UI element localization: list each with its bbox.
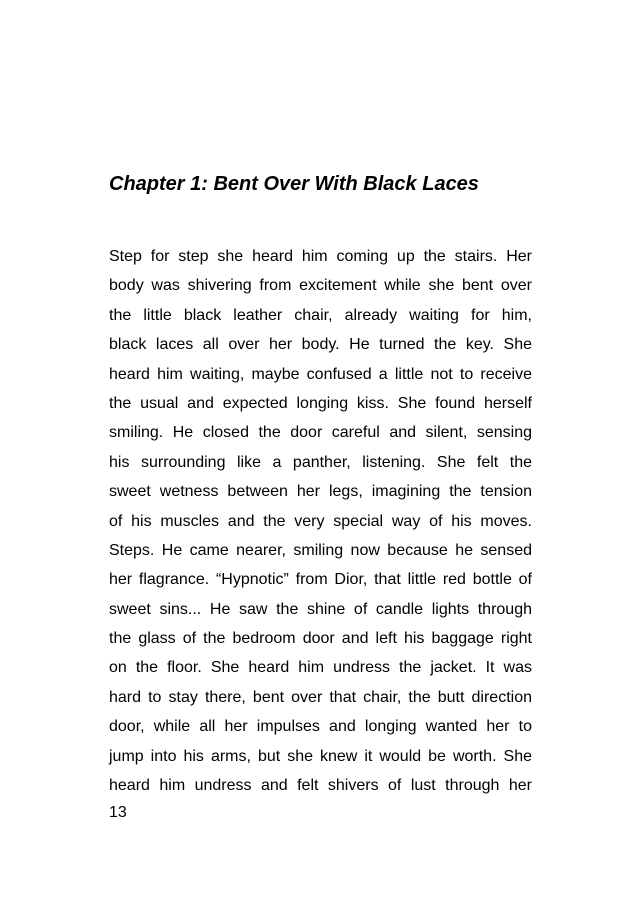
body-line: on the floor. She heard him undress the jacket. It was xyxy=(109,659,532,677)
body-line: hard to stay there, bent over that chair, the butt direction xyxy=(109,688,532,706)
chapter-title: Chapter 1: Bent Over With Black Laces xyxy=(109,173,479,195)
body-line: smiling. He closed the door careful and silent, sensing xyxy=(109,424,532,442)
body-line: Steps. He came nearer, smiling now because he sensed xyxy=(109,541,532,559)
body-line: the usual and expected longing kiss. She found herself xyxy=(109,394,532,412)
body-line: body was shivering from excitement while she bent over xyxy=(109,277,532,295)
body-line: heard him waiting, maybe confused a little not to receive xyxy=(109,365,532,383)
body-line: black laces all over her body. He turned the key. She xyxy=(109,336,532,354)
body-line: of his muscles and the very special way of his moves. xyxy=(109,512,532,530)
body-line: her flagrance. “Hypnotic” from Dior, that little red bottle of xyxy=(109,571,532,589)
body-line: jump into his arms, but she knew it would be worth. She xyxy=(109,747,532,765)
body-line: door, while all her impulses and longing wanted her to xyxy=(109,718,532,736)
page-number: 13 xyxy=(109,804,127,821)
body-line: sweet sins... He saw the shine of candle lights through xyxy=(109,600,532,618)
body-line: his surrounding like a panther, listening. She felt the xyxy=(109,453,532,471)
body-line: the glass of the bedroom door and left his baggage right xyxy=(109,630,532,648)
body-line: heard him undress and felt shivers of lust through her xyxy=(109,777,532,795)
body-line: sweet wetness between her legs, imagining the tension xyxy=(109,483,532,501)
body-line: the little black leather chair, already waiting for him, xyxy=(109,306,532,324)
body-line: Step for step she heard him coming up the stairs. Her xyxy=(109,248,532,265)
chapter-body xyxy=(109,242,532,800)
